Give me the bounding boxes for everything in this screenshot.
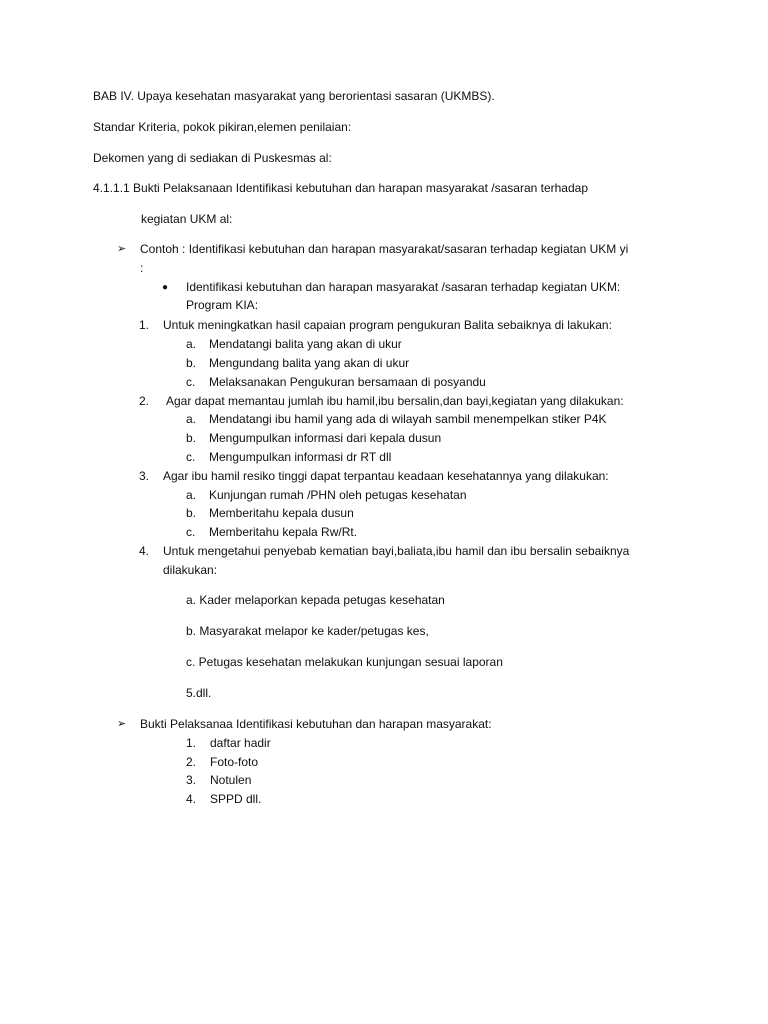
section-title-line2: kegiatan UKM al: <box>141 212 233 226</box>
sub-letter: c. <box>186 525 196 539</box>
section-title-line1: 4.1.1.1 Bukti Pelaksanaan Identifikasi kebutuhan dan harapan masyarakat /sasaran terhadap <box>93 181 588 195</box>
sub-letter: a. <box>186 488 197 502</box>
sub-text: Melaksanakan Pengukuran bersamaan di posyandu <box>209 375 486 389</box>
bukti-number: 1. <box>186 736 197 750</box>
sub-letter: a. <box>186 412 197 426</box>
sub-text: Mendatangi ibu hamil yang ada di wilayah sambil menempelkan stiker P4K <box>209 412 607 426</box>
item-number: 3. <box>139 469 150 483</box>
sub-text: Mengumpulkan informasi dr RT dll <box>209 450 392 464</box>
bab-heading: BAB IV. Upaya kesehatan masyarakat yang berorientasi sasaran (UKMBS). <box>93 89 495 103</box>
bukti-number: 2. <box>186 755 197 769</box>
item-text: Agar ibu hamil resiko tinggi dapat terpantau keadaan kesehatannya yang dilakukan: <box>163 469 609 483</box>
sub-text: b. Masyarakat melapor ke kader/petugas kes, <box>186 624 429 638</box>
bukti-item: Foto-foto <box>210 755 259 769</box>
sub-text: Memberitahu kepala Rw/Rt. <box>209 525 358 539</box>
arrow-bullet-icon: ➢ <box>117 718 127 730</box>
sub-letter: c. <box>186 375 196 389</box>
bukti-title: Bukti Pelaksanaa Identifikasi kebutuhan dan harapan masyarakat: <box>140 717 492 731</box>
item-text-line2: dilakukan: <box>163 563 218 577</box>
bukti-item: Notulen <box>210 773 252 787</box>
standar-line: Standar Kriteria, pokok pikiran,elemen penilaian: <box>93 120 352 134</box>
contoh-line1: Contoh : Identifikasi kebutuhan dan harapan masyarakat/sasaran terhadap kegiatan UKM yi <box>140 242 629 256</box>
dokumen-line: Dekomen yang di sediakan di Puskesmas al: <box>93 151 332 165</box>
item-number: 2. <box>139 394 150 408</box>
sub-letter: b. <box>186 356 197 370</box>
sub-text: Memberitahu kepala dusun <box>209 506 354 520</box>
item-text-line1: Untuk mengetahui penyebab kematian bayi,baliata,ibu hamil dan ibu bersalin sebaiknya <box>163 544 630 558</box>
sub-letter: a. <box>186 337 197 351</box>
sub-text: a. Kader melaporkan kepada petugas kesehatan <box>186 593 445 607</box>
round-bullet-icon: ● <box>162 282 169 293</box>
sub-letter: b. <box>186 431 197 445</box>
sub-text: Mendatangi balita yang akan di ukur <box>209 337 402 351</box>
bukti-item: SPPD dll. <box>210 792 262 806</box>
sub-text: Mengundang balita yang akan di ukur <box>209 356 410 370</box>
sub-text: 5.dll. <box>186 686 212 700</box>
sub-letter: b. <box>186 506 197 520</box>
sub-letter: c. <box>186 450 196 464</box>
contoh-bullet-line1: Identifikasi kebutuhan dan harapan masyarakat /sasaran terhadap kegiatan UKM: <box>186 280 621 294</box>
item-number: 1. <box>139 318 150 332</box>
item-text: Agar dapat memantau jumlah ibu hamil,ibu bersalin,dan bayi,kegiatan yang dilakukan: <box>166 394 624 408</box>
bukti-item: daftar hadir <box>210 736 271 750</box>
item-number: 4. <box>139 544 150 558</box>
arrow-bullet-icon: ➢ <box>117 243 127 255</box>
sub-text: Kunjungan rumah /PHN oleh petugas kesehatan <box>209 488 467 502</box>
contoh-bullet-line2: Program KIA: <box>186 298 259 312</box>
sub-text: c. Petugas kesehatan melakukan kunjungan sesuai laporan <box>186 655 503 669</box>
item-text: Untuk meningkatkan hasil capaian program pengukuran Balita sebaiknya di lakukan: <box>163 318 612 332</box>
sub-text: Mengumpulkan informasi dari kepala dusun <box>209 431 442 445</box>
bukti-number: 3. <box>186 773 197 787</box>
contoh-line2: : <box>140 261 144 275</box>
bukti-number: 4. <box>186 792 197 806</box>
